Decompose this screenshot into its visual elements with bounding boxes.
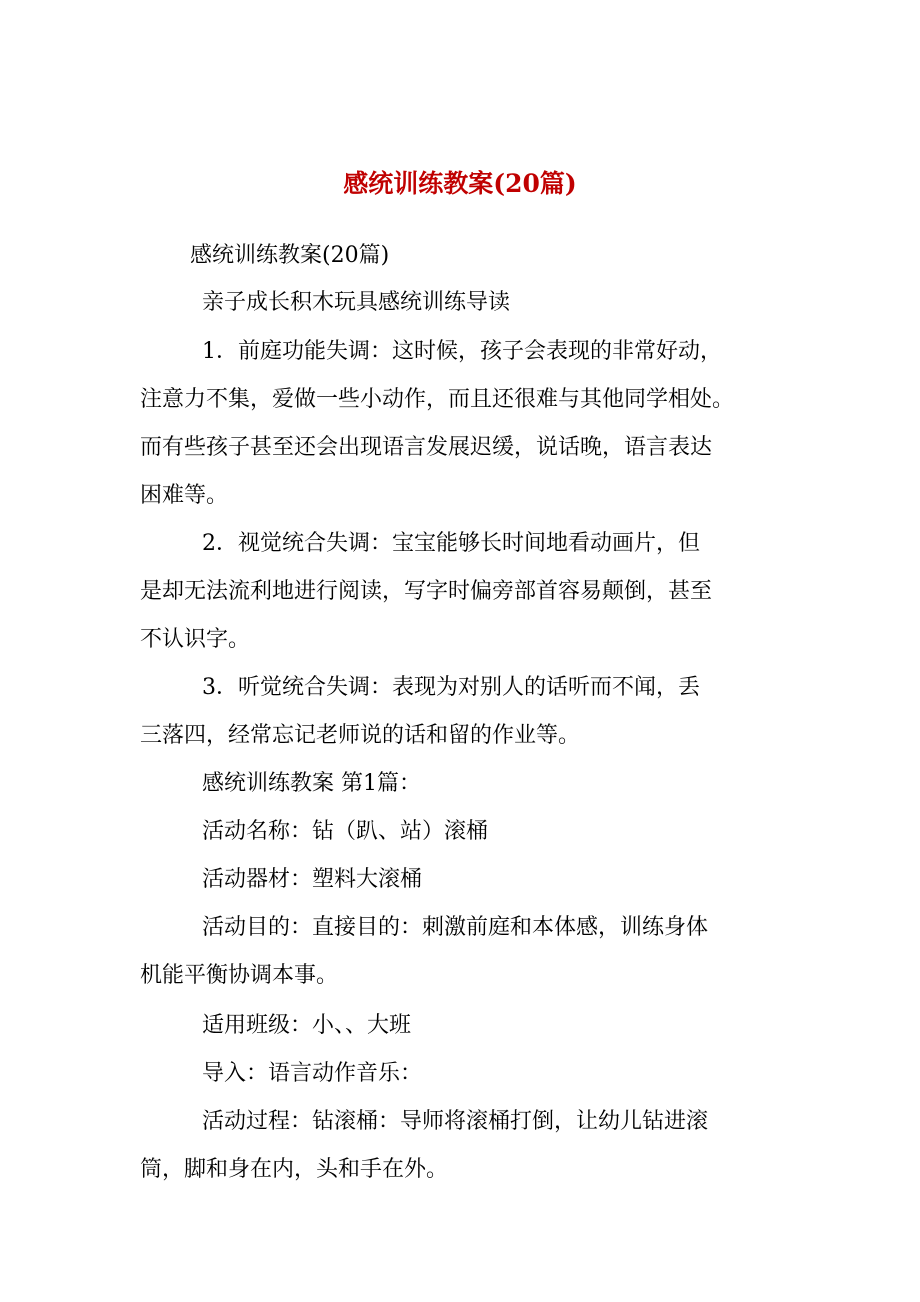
paragraph-line: 2．视觉统合失调：宝宝能够长时间地看动画片，但 — [202, 531, 700, 556]
paragraph-line: 三落四，经常忘记老师说的话和留的作业等。 — [140, 723, 581, 748]
paragraph-line: 3．听觉统合失调：表现为对别人的话听而不闻，丢 — [202, 675, 700, 700]
lesson-class: 适用班级：小、、大班 — [202, 1013, 412, 1038]
lesson-heading: 感统训练教案 第1篇： — [202, 771, 421, 796]
lesson-goal-line: 活动目的：直接目的：刺激前庭和本体感，训练身体 — [202, 915, 709, 940]
paragraph-line: 是却无法流利地进行阅读，写字时偏旁部首容易颠倒，甚至 — [140, 579, 713, 604]
paragraph-line: 1．前庭功能失调：这时候，孩子会表现的非常好动， — [202, 339, 722, 364]
document-subtitle: 感统训练教案(20篇) — [190, 243, 390, 268]
paragraph-line: 注意力不集，爱做一些小动作，而且还很难与其他同学相处。 — [140, 387, 735, 412]
lesson-process-line: 筒，脚和身在内，头和手在外。 — [140, 1157, 449, 1182]
lesson-name: 活动名称：钻（趴、站）滚桶 — [202, 819, 489, 844]
paragraph-line: 困难等。 — [140, 483, 229, 508]
lesson-goal-line: 机能平衡协调本事。 — [140, 963, 339, 988]
lesson-process-line: 活动过程：钻滚桶：导师将滚桶打倒，让幼儿钻进滚 — [202, 1109, 709, 1134]
document-title: 感统训练教案(20篇) — [343, 169, 577, 198]
lesson-intro: 导入：语言动作音乐： — [202, 1061, 423, 1086]
lesson-equipment: 活动器材：塑料大滚桶 — [202, 867, 423, 892]
paragraph-line: 不认识字。 — [140, 627, 251, 652]
paragraph-line: 而有些孩子甚至还会出现语言发展迟缓，说话晚，语言表达 — [140, 435, 713, 460]
section-heading: 亲子成长积木玩具感统训练导读 — [202, 290, 511, 315]
